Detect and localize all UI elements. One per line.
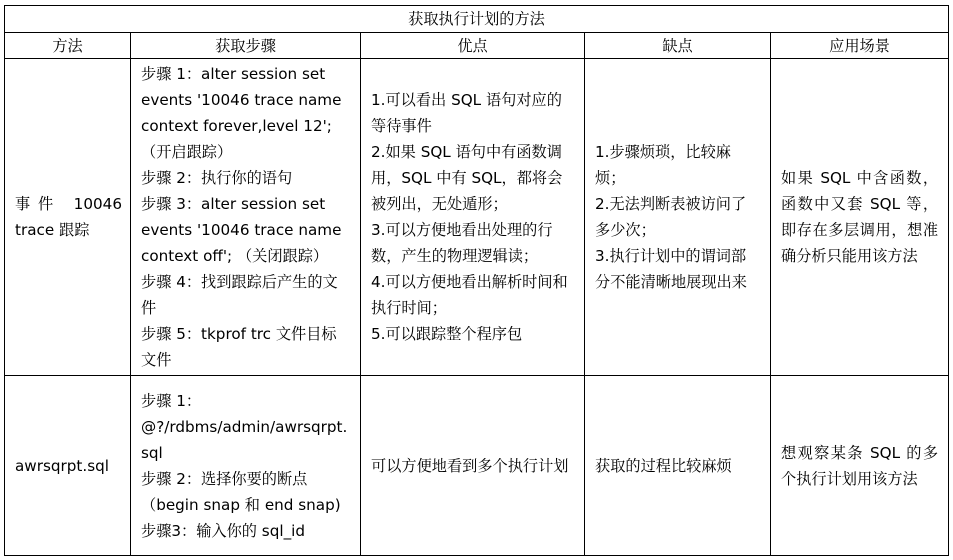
table-title: 获取执行计划的方法 [5,6,949,33]
pro-item: 5.可以跟踪整个程序包 [371,325,523,343]
header-scenario: 应用场景 [771,33,949,59]
steps-cell [131,59,361,376]
con-item: 获取的过程比较麻烦 [595,456,732,475]
execution-plan-methods-table [4,5,949,556]
steps-cell [131,376,361,556]
step-item: 步骤 1：alter session set events '10046 trace name context forever,level 12'; （开启跟踪） [141,65,342,161]
step-item: 步骤 3：alter session set events '10046 trace name context off'; （关闭跟踪） [141,195,342,265]
con-item: 2.无法判断表被访问了多少次； [595,195,747,239]
header-cons: 缺点 [585,33,771,59]
pro-item: 3.可以方便地看出处理的行数，产生的物理逻辑读； [371,221,553,265]
pro-item: 可以方便地看到多个执行计划 [371,456,569,475]
cons-cell [585,59,771,376]
pro-item: 4.可以方便地看出解析时间和执行时间； [371,273,568,317]
method-cell: 事件 10046 trace 跟踪 [5,59,131,376]
con-item: 3.执行计划中的谓词部分不能清晰地展现出来 [595,247,747,291]
step-item: 步骤 2：执行你的语句 [141,169,293,187]
header-method: 方法 [5,33,131,59]
header-steps: 获取步骤 [131,33,361,59]
pro-item: 1.可以看出 SQL 语句对应的等待事件 [371,91,562,135]
method-cell: awrsqrpt.sql [5,376,131,556]
step-item: 步骤 4：找到跟踪后产生的文件 [141,273,338,317]
scenario-cell: 想观察某条 SQL 的多个执行计划用该方法 [771,376,949,556]
step-item: 步骤 1：@?/rdbms/admin/awrsqrpt.sql [141,391,348,462]
step-item: 步骤 5：tkprof trc 文件目标文件 [141,325,337,369]
pro-item: 2.如果 SQL 语句中有函数调用，SQL 中有 SQL，都将会被列出，无处遁形； [371,143,563,213]
step-item: 步骤3：输入你的 sql_id [141,521,306,540]
cons-cell [585,376,771,556]
scenario-cell: 如果 SQL 中含函数，函数中又套 SQL 等，即存在多层调用，想准确分析只能用该方法 [771,59,949,376]
con-item: 1.步骤烦琐，比较麻烦； [595,143,731,187]
header-pros: 优点 [361,33,585,59]
title-row [5,6,949,33]
header-row [5,33,949,59]
pros-cell [361,59,585,376]
pros-cell [361,376,585,556]
table-row [5,376,949,556]
step-item: 步骤 2：选择你要的断点（begin snap 和 end snap) [141,469,341,514]
table-row [5,59,949,376]
